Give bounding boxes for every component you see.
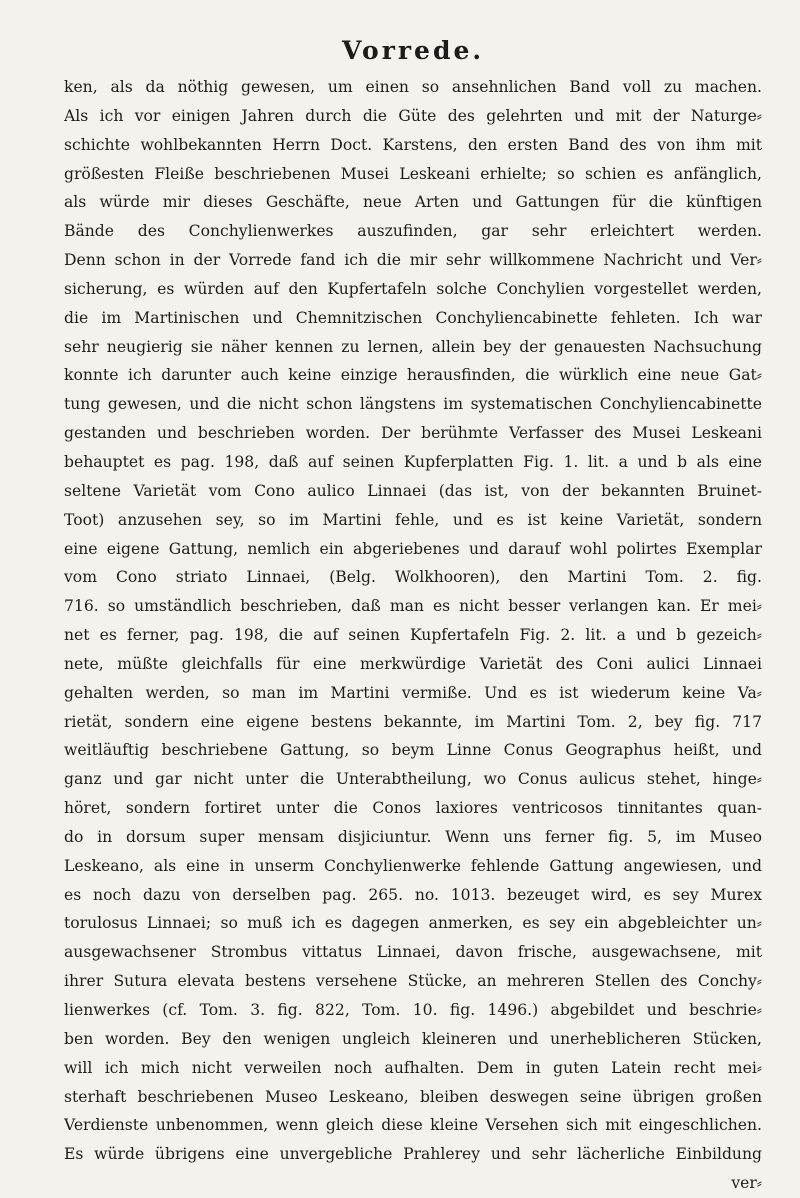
- text-line: seltene Varietät vom Cono aulico Linnaei (das ist, von der bekannten Bruinet-: [64, 481, 762, 500]
- text-line: sicherung, es würden auf den Kupfertafeln solche Conchylien vorgestellet werden,: [64, 279, 762, 298]
- text-line: Leskeano, als eine in unserm Conchylienwerke fehlende Gattung angewiesen, und: [64, 856, 762, 875]
- text-line: behauptet es pag. 198, daß auf seinen Kupferplatten Fig. 1. lit. a und b als eine: [64, 452, 762, 471]
- text-line: Bände des Conchylienwerkes auszufinden, gar sehr erleichtert werden.: [64, 222, 762, 241]
- text-line: 716. so umständlich beschrieben, daß man es nicht besser verlangen kan. Er mei⸗: [64, 597, 762, 616]
- text-line: gehalten werden, so man im Martini vermiße. Und es ist wiederum keine Va⸗: [64, 683, 762, 702]
- text-line: gestanden und beschrieben worden. Der berühmte Verfasser des Musei Leskeani: [64, 424, 762, 443]
- text-line: will ich mich nicht verweilen noch aufhalten. Dem in guten Latein recht mei⸗: [64, 1058, 762, 1077]
- text-line: lienwerkes (cf. Tom. 3. fig. 822, Tom. 10. fig. 1496.) abgebildet und beschrie⸗: [64, 1001, 762, 1019]
- text-line: torulosus Linnaei; so muß ich es dagegen anmerken, es sey ein abgebleichter un⸗: [64, 914, 762, 933]
- text-line: höret, sondern fortiret unter die Conos laxiores ventricosos tinnitantes quan-: [64, 799, 762, 818]
- text-line: schichte wohlbekannten Herrn Doct. Karstens, den ersten Band des von ihm mit: [64, 135, 762, 154]
- text-line: tung gewesen, und die nicht schon längstens im systematischen Conchyliencabinette: [64, 395, 762, 414]
- text-line: eine eigene Gattung, nemlich ein abgeriebenes und darauf wohl polirtes Exemplar: [64, 539, 762, 558]
- text-line: ver⸗: [731, 1174, 762, 1193]
- text-line: als würde mir dieses Geschäfte, neue Arten und Gattungen für die künftigen: [64, 193, 762, 212]
- text-line: Denn schon in der Vorrede fand ich die mir sehr willkommene Nachricht und Ver⸗: [64, 251, 762, 270]
- text-line: konnte ich darunter auch keine einzige herausfinden, die würklich eine neue Gat⸗: [64, 366, 762, 385]
- running-head: Vorrede.: [341, 36, 485, 65]
- text-line: do in dorsum super mensam disjiciuntur. Wenn uns ferner fig. 5, im Museo: [64, 827, 762, 846]
- text-line: Es würde übrigens eine unvergebliche Prahlerey und sehr lächerliche Einbildung: [64, 1145, 762, 1164]
- text-line: Als ich vor einigen Jahren durch die Güte des gelehrten und mit der Naturge⸗: [64, 106, 762, 125]
- text-line: sehr neugierig sie näher kennen zu lernen, allein bey der genauesten Nachsuchung: [64, 337, 762, 356]
- text-line: nete, müßte gleichfalls für eine merkwürdige Varietät des Coni aulici Linnaei: [64, 654, 762, 673]
- text-line: ihrer Sutura elevata bestens versehene Stücke, an mehreren Stellen des Conchy⸗: [64, 972, 762, 991]
- text-line: net es ferner, pag. 198, die auf seinen Kupfertafeln Fig. 2. lit. a und b gezeich⸗: [64, 626, 762, 645]
- text-line: Toot) anzusehen sey, so im Martini fehle, und es ist keine Varietät, sondern: [64, 510, 762, 529]
- text-line: vom Cono striato Linnaei, (Belg. Wolkhooren), den Martini Tom. 2. fig.: [64, 568, 762, 587]
- text-line: es noch dazu von derselben pag. 265. no. 1013. bezeuget wird, es sey Murex: [64, 885, 762, 904]
- text-line: größesten Fleiße beschriebenen Musei Leskeani erhielte; so schien es anfänglich,: [64, 164, 762, 183]
- body-text: [64, 73, 762, 1198]
- text-line: rietät, sondern eine eigene bestens bekannte, im Martini Tom. 2, bey fig. 717: [64, 712, 762, 731]
- text-line: Verdienste unbenommen, wenn gleich diese kleine Versehen sich mit eingeschlichen.: [64, 1116, 762, 1135]
- text-line: weitläuftig beschriebene Gattung, so beym Linne Conus Geographus heißt, und: [64, 741, 762, 760]
- text-line: ben worden. Bey den wenigen ungleich kleineren und unerheblicheren Stücken,: [64, 1029, 762, 1048]
- text-line: ken, als da nöthig gewesen, um einen so ansehnlichen Band voll zu machen.: [64, 78, 762, 96]
- text-line: ganz und gar nicht unter die Unterabtheilung, wo Conus aulicus stehet, hinge⸗: [64, 770, 762, 789]
- text-line: sterhaft beschriebenen Museo Leskeano, bleiben deswegen seine übrigen großen: [64, 1087, 762, 1106]
- text-line: ausgewachsener Strombus vittatus Linnaei, davon frische, ausgewachsene, mit: [64, 943, 762, 962]
- text-line: die im Martinischen und Chemnitzischen Conchyliencabinette fehleten. Ich war: [64, 308, 762, 327]
